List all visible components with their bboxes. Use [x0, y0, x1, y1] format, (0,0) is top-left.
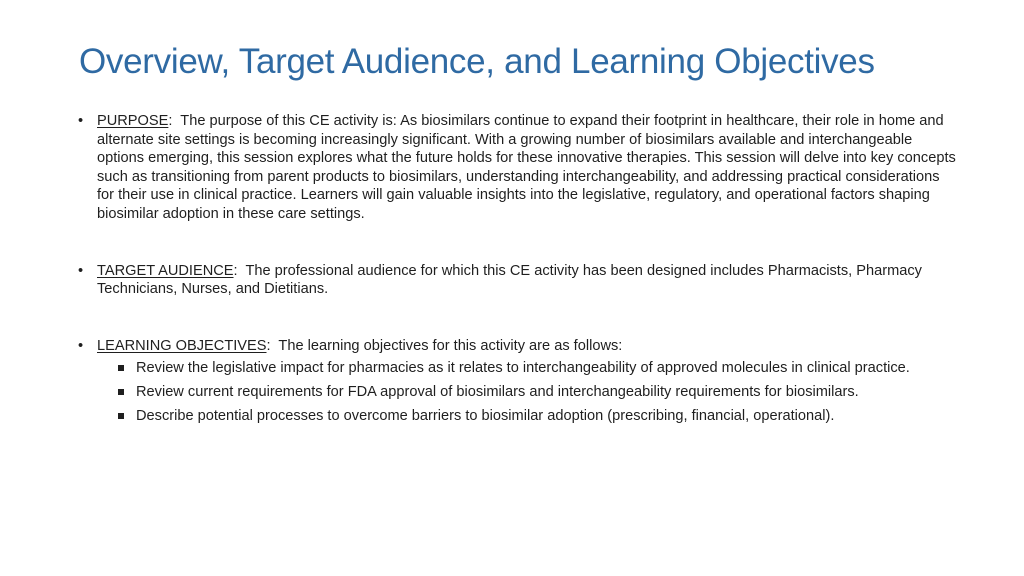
target-audience-label: TARGET AUDIENCE — [97, 262, 234, 279]
purpose-bullet — [78, 112, 958, 224]
purpose-text: The purpose of this CE activity is: As biosimilars continue to expand their footprint in healthcare, their role in home and alternate site settings is becoming increasingly significant. With a growing number of biosimilars available and interchangeable options emerging, this session explores what the future holds for these innovative therapies. This session will delve into key concepts such as transitioning from parent products to biosimilars, understanding interchangeability, and addressing practical considerations for their use in clinical practice. Learners will gain valuable insights into the legislative, regulatory, and operational factors shaping biosimilar adoption in these care settings. — [97, 113, 956, 222]
bullet-dot-icon: • — [78, 262, 84, 279]
objective-item — [97, 359, 958, 378]
objective-item — [97, 383, 958, 402]
learning-objectives-list — [97, 359, 958, 425]
square-bullet-icon — [118, 365, 124, 371]
square-bullet-icon — [118, 413, 124, 419]
bullet-dot-icon: • — [78, 113, 84, 129]
slide-title: Overview, Target Audience, and Learning Objectives — [79, 42, 875, 81]
objective-item — [97, 407, 958, 426]
objective-text: Describe potential processes to overcome barriers to biosimilar adoption (prescribing, financial, operational). — [136, 407, 835, 424]
learning-objectives-label: LEARNING OBJECTIVES — [97, 337, 267, 354]
slide-content — [78, 112, 958, 430]
objective-text: Review the legislative impact for pharmacies as it relates to interchangeability of approved molecules in clinical practice. — [136, 360, 910, 377]
bullet-dot-icon: • — [78, 337, 84, 354]
purpose-label: PURPOSE — [97, 113, 169, 129]
objective-text: Review current requirements for FDA approval of biosimilars and interchangeability requirements for biosimilars. — [136, 383, 859, 400]
target-audience-bullet — [78, 262, 958, 299]
learning-objectives-separator: : — [266, 337, 271, 354]
learning-objectives-bullet — [78, 337, 958, 425]
purpose-separator: : — [168, 113, 173, 129]
target-audience-text: The professional audience for which this CE activity has been designed includes Pharmacists, Pharmacy Technicians, Nurses, and Dietitians. — [97, 262, 922, 298]
learning-objectives-text: The learning objectives for this activity are as follows: — [278, 337, 623, 354]
target-audience-separator: : — [233, 262, 238, 279]
square-bullet-icon — [118, 389, 124, 395]
